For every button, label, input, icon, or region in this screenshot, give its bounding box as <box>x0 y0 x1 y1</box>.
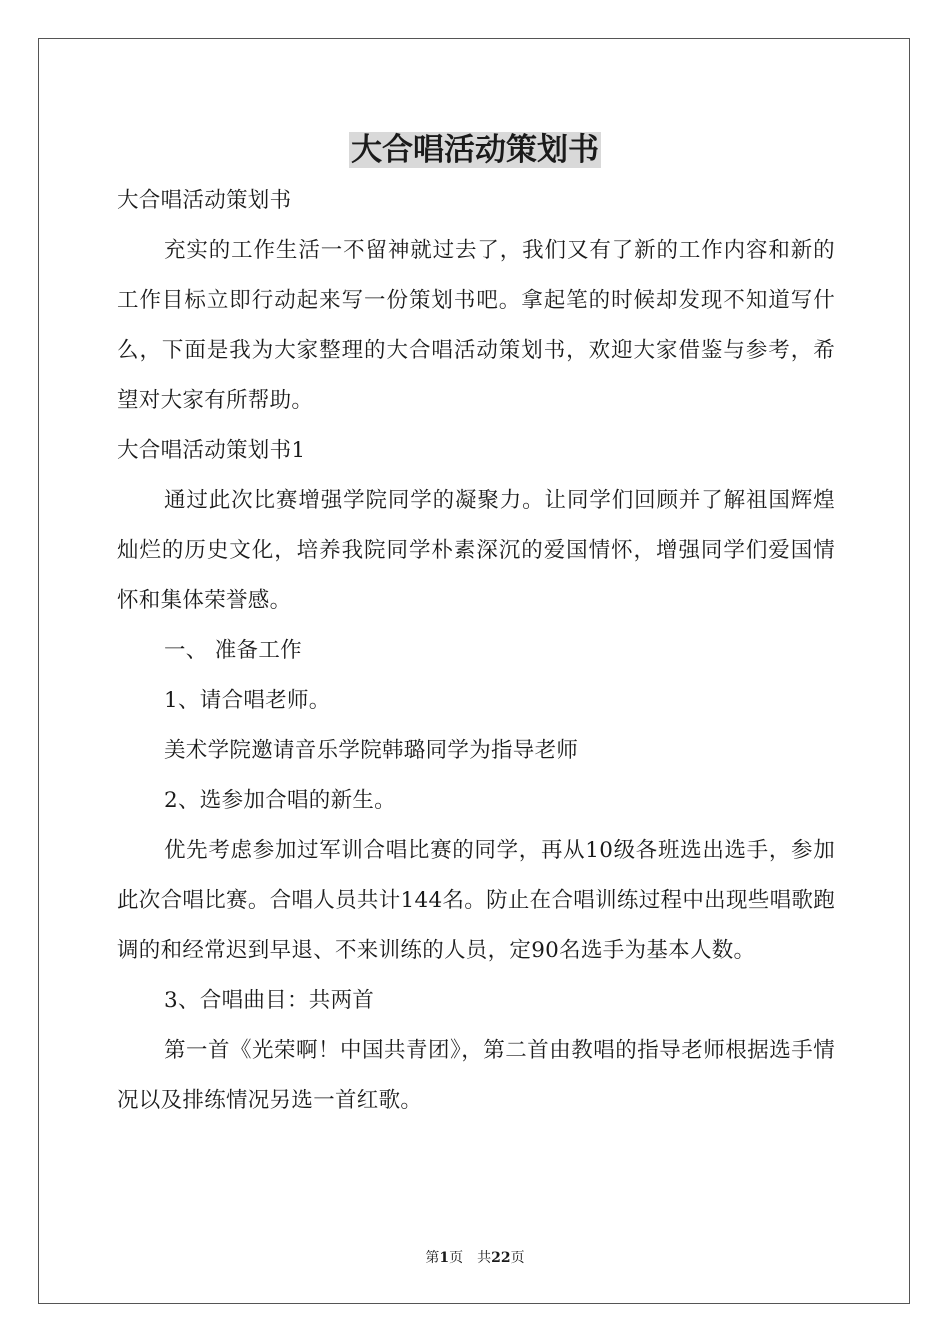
document-body <box>117 176 835 1126</box>
footer-page-suffix: 页 <box>510 1250 525 1266</box>
paragraph: 大合唱活动策划书 <box>117 188 292 213</box>
page-footer <box>0 1248 950 1268</box>
footer-page-prefix: 第 <box>425 1250 440 1266</box>
paragraph: 美术学院邀请音乐学院韩璐同学为指导老师 <box>164 738 579 763</box>
paragraph: 优先考虑参加过军训合唱比赛的同学，再从10级各班选出选手，参加此次合唱比赛。合唱人员共计144名。防止在合唱训练过程中出现些唱歌跑调的和经常迟到早退、不来训练的人员，定90名选手为基本人数。 <box>117 838 835 963</box>
document-title-text: 大合唱活动策划书 <box>351 132 599 168</box>
footer-page-total: 22 <box>491 1250 511 1266</box>
paragraph: 充实的工作生活一不留神就过去了，我们又有了新的工作内容和新的工作目标立即行动起来写一份策划书吧。拿起笔的时候却发现不知道写什么，下面是我为大家整理的大合唱活动策划书，欢迎大家借鉴与参考，希望对大家有所帮助。 <box>117 238 835 413</box>
paragraph: 大合唱活动策划书1 <box>117 438 306 463</box>
paragraph: 通过此次比赛增强学院同学的凝聚力。让同学们回顾并了解祖国辉煌灿烂的历史文化，培养我院同学朴素深沉的爱国情怀，增强同学们爱国情怀和集体荣誉感。 <box>117 488 835 613</box>
paragraph: 2、选参加合唱的新生。 <box>164 788 396 813</box>
paragraph: 1、请合唱老师。 <box>164 688 331 713</box>
paragraph: 一、 准备工作 <box>164 638 302 663</box>
document-title <box>0 128 950 172</box>
paragraph: 第一首《光荣啊！中国共青团》，第二首由教唱的指导老师根据选手情况以及排练情况另选一首红歌。 <box>117 1038 835 1113</box>
paragraph: 3、合唱曲目：共两首 <box>164 988 375 1013</box>
footer-page-current: 1 <box>439 1250 450 1266</box>
footer-page-mid: 页 共 <box>449 1250 492 1266</box>
